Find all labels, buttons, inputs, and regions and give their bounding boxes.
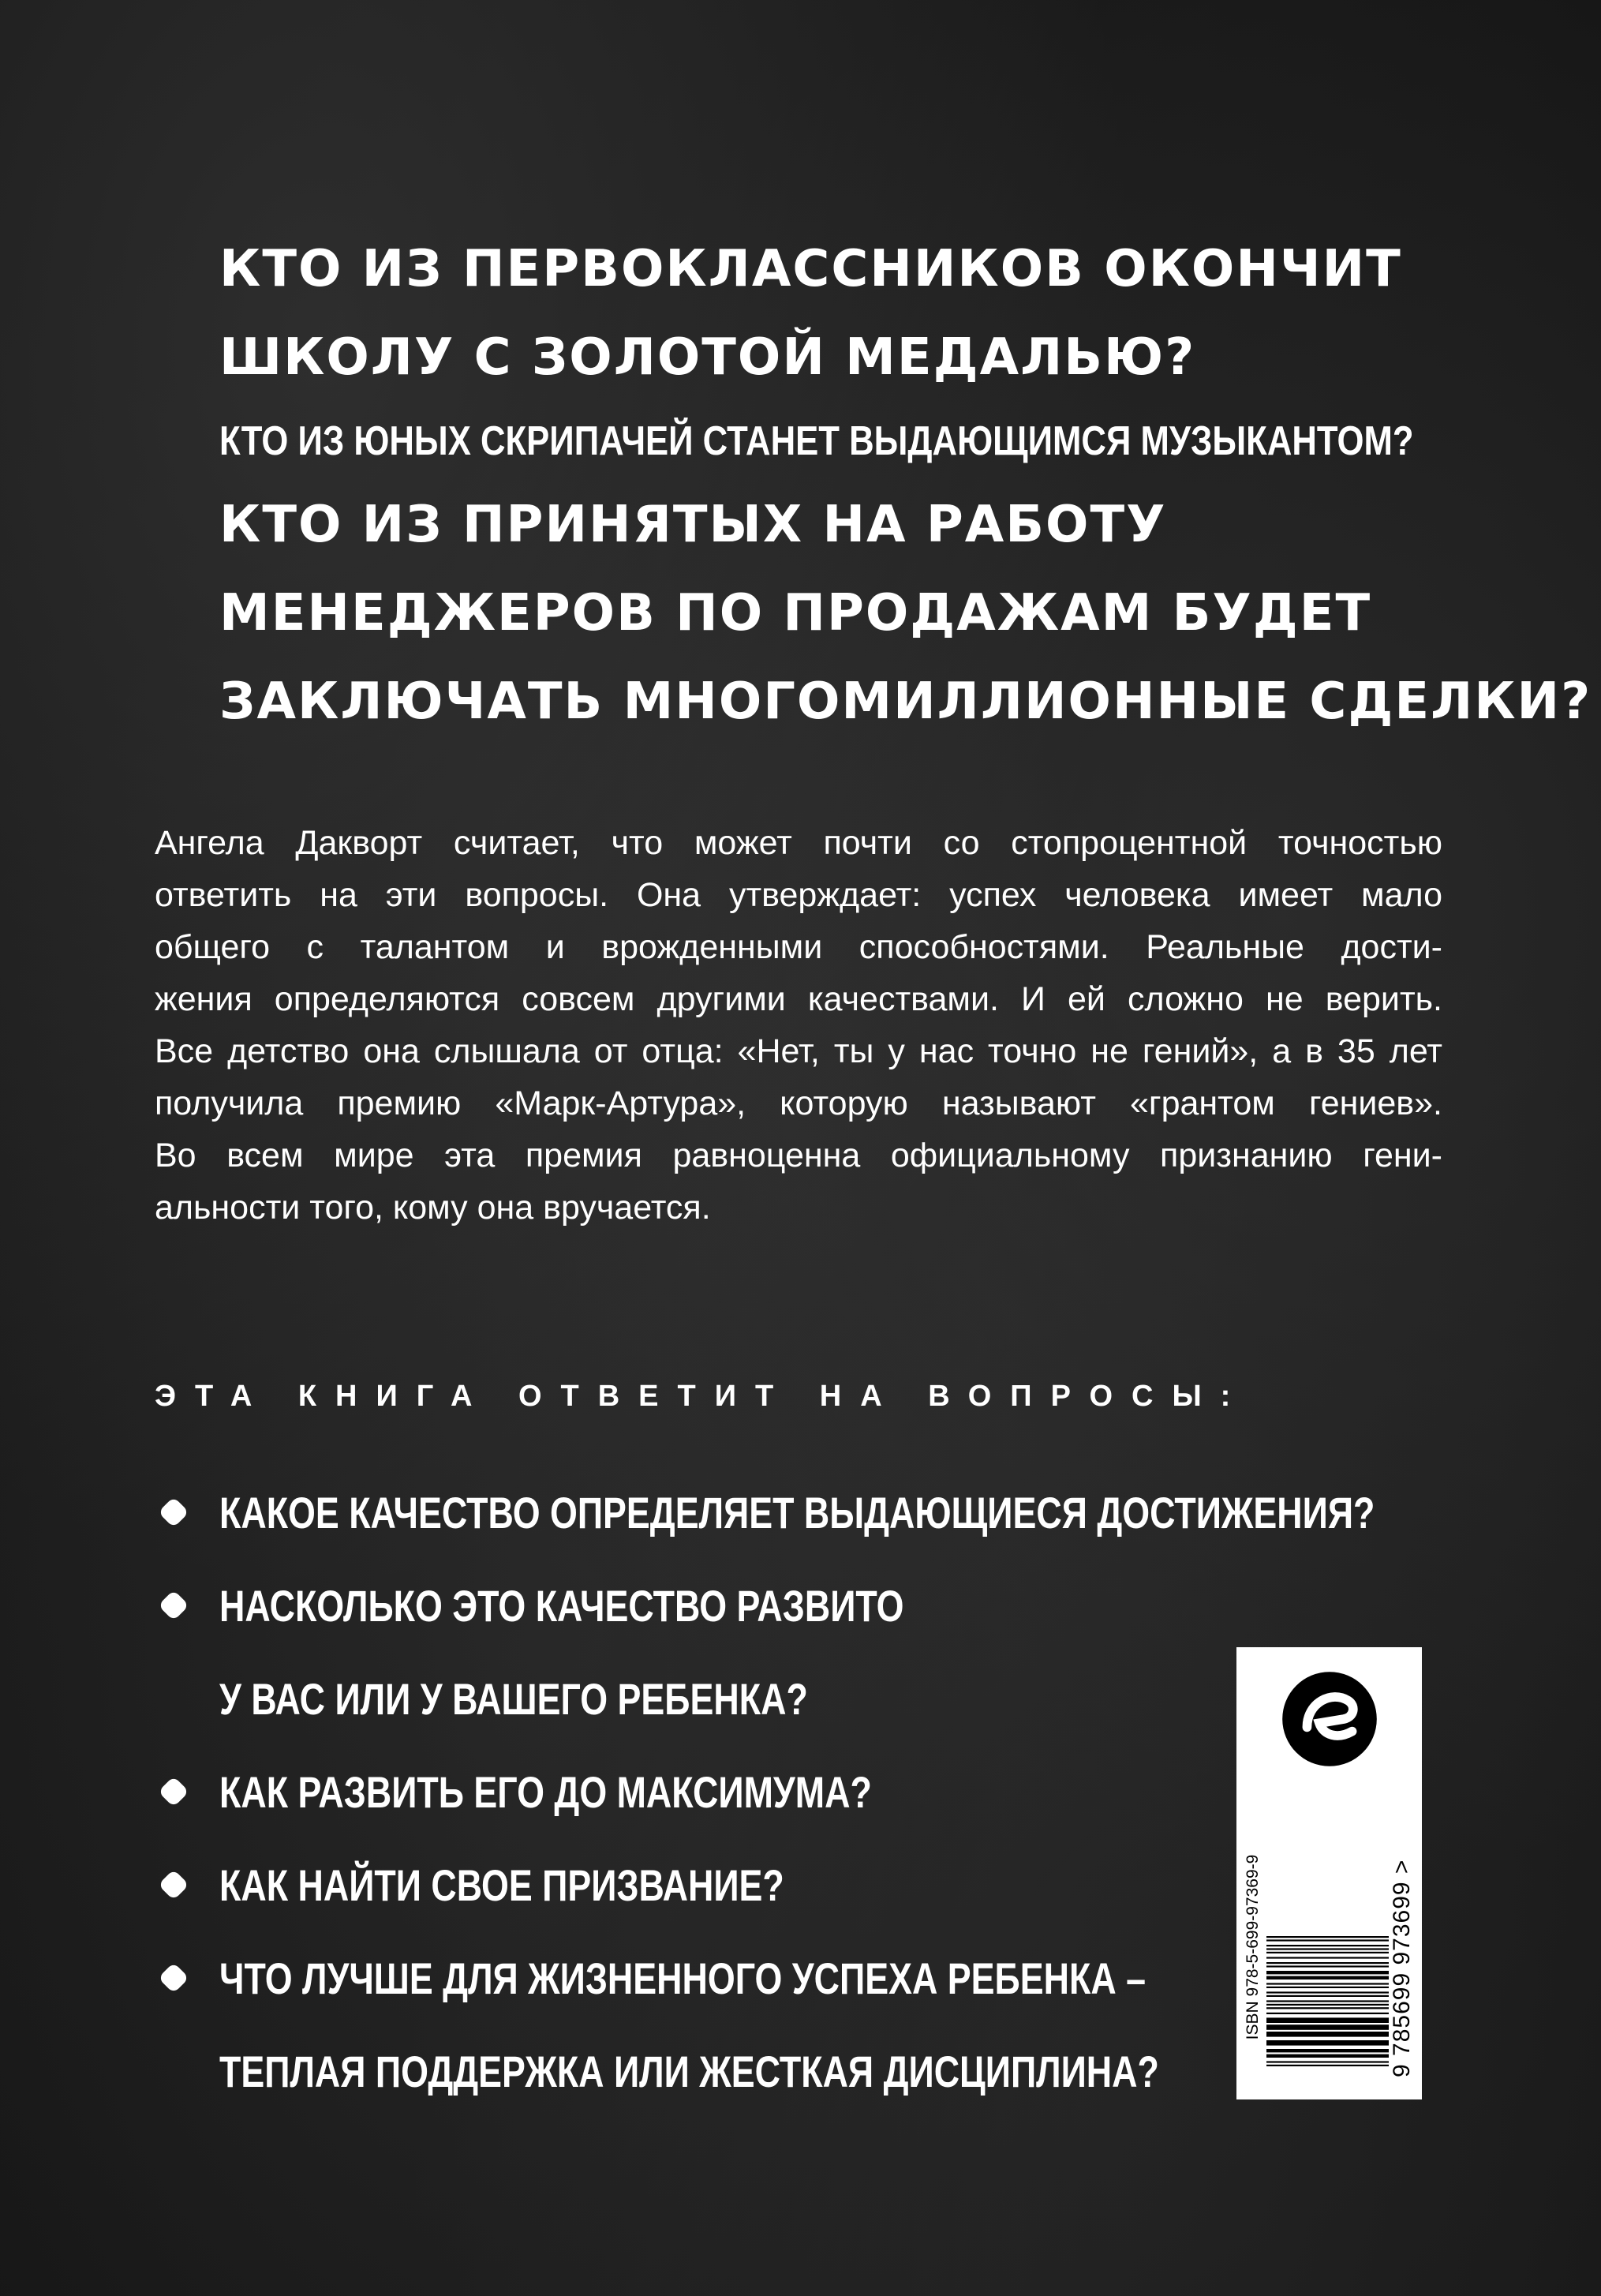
barcode-bar <box>1266 1995 1389 1997</box>
barcode-bar <box>1266 2007 1389 2009</box>
barcode-bar <box>1266 2004 1389 2006</box>
question-text: КАК РАЗВИТЬ ЕГО ДО МАКСИМУМА? <box>219 1766 872 1817</box>
barcode-bar <box>1266 2061 1389 2062</box>
barcode-bar <box>1266 1991 1389 1993</box>
question-text: НАСКОЛЬКО ЭТО КАЧЕСТВО РАЗВИТО <box>219 1580 904 1631</box>
description-line: ответить на эти вопросы. Она утверждает: успех человека имеет мало <box>155 876 1442 914</box>
barcode-bar <box>1266 1936 1389 1938</box>
barcode-bar <box>1266 2024 1389 2030</box>
barcode-bar <box>1266 1983 1389 1984</box>
barcode-bar <box>1266 1957 1389 1958</box>
bullet-icon <box>158 1776 189 1807</box>
description-line: общего с талантом и врожденными способностями. Реальные дости- <box>155 928 1442 966</box>
question-item <box>155 1559 1338 1652</box>
barcode-bar <box>1266 2017 1389 2023</box>
bullet-icon <box>158 1869 189 1901</box>
barcode-bar <box>1266 1952 1389 1953</box>
description-line: Все детство она слышала от отца: «Нет, ты у нас точно не гений», а в 35 лет <box>155 1032 1442 1070</box>
barcode-bar <box>1266 2000 1389 2002</box>
bullet-icon <box>158 1962 189 1994</box>
description-paragraph <box>155 817 1442 1234</box>
headline-line-1: КТО ИЗ ПЕРВОКЛАССНИКОВ ОКОНЧИТ <box>219 240 1402 298</box>
barcode-bar <box>1266 2013 1389 2014</box>
headline-line-5: МЕНЕДЖЕРОВ ПО ПРОДАЖАМ БУДЕТ <box>219 584 1372 642</box>
bullet-icon <box>158 1590 189 1621</box>
barcode-bar <box>1266 1962 1389 1964</box>
question-item <box>155 1931 1338 2024</box>
barcode-bar <box>1266 2040 1389 2046</box>
question-item <box>155 1745 1338 1838</box>
question-item-continuation <box>155 2024 1338 2118</box>
questions-list <box>155 1466 1375 2118</box>
barcode-bar <box>1266 1976 1389 1980</box>
barcode-bar <box>1266 2054 1389 2058</box>
section-label: ЭТА КНИГА ОТВЕТИТ НА ВОПРОСЫ: <box>155 1380 1250 1413</box>
barcode-bar <box>1266 2065 1389 2066</box>
description-line: альности того, кому она вручается. <box>155 1189 711 1227</box>
question-text: КАКОЕ КАЧЕСТВО ОПРЕДЕЛЯЕТ ВЫДАЮЩИЕСЯ ДОСТИЖЕНИЯ? <box>219 1487 1375 1538</box>
barcode-digits: 9 785699 973699 > <box>1389 1859 1415 2077</box>
barcode-bar <box>1266 2032 1389 2037</box>
headline-line-2: ШКОЛУ С ЗОЛОТОЙ МЕДАЛЬЮ? <box>219 328 1196 387</box>
headline-line-3: КТО ИЗ ЮНЫХ СКРИПАЧЕЙ СТАНЕТ ВЫДАЮЩИМСЯ МУЗЫКАНТОМ? <box>219 418 1414 464</box>
barcode-bar <box>1266 1971 1389 1974</box>
barcode-bar <box>1266 1987 1389 1988</box>
barcode-bar <box>1266 1945 1389 1946</box>
barcode-area <box>1243 1817 1416 2077</box>
question-text: КАК НАЙТИ СВОЕ ПРИЗВАНИЕ? <box>219 1860 784 1910</box>
description-line: Ангела Дакворт считает, что может почти со стопроцентной точностью <box>155 824 1442 862</box>
barcode-bar <box>1266 1965 1389 1967</box>
barcode <box>1243 1817 1416 2077</box>
question-item <box>155 1838 1338 1931</box>
barcode-panel <box>1236 1647 1422 2099</box>
question-item <box>155 1466 1375 1559</box>
barcode-bars <box>1266 1817 1389 2077</box>
question-text: У ВАС ИЛИ У ВАШЕГО РЕБЕНКА? <box>219 1673 808 1724</box>
bullet-icon <box>158 1496 189 1528</box>
description-line: получила премию «Марк-Артура», которую называют «грантом гениев». <box>155 1084 1442 1122</box>
headline <box>219 225 1592 746</box>
headline-line-6: ЗАКЛЮЧАТЬ МНОГОМИЛЛИОННЫЕ СДЕЛКИ? <box>219 672 1592 731</box>
question-text: ЧТО ЛУЧШЕ ДЛЯ ЖИЗНЕННОГО УСПЕХА РЕБЕНКА – <box>219 1953 1147 2003</box>
barcode-bar <box>1266 2049 1389 2052</box>
question-item-continuation <box>155 1652 1338 1745</box>
question-text: ТЕПЛАЯ ПОДДЕРЖКА ИЛИ ЖЕСТКАЯ ДИСЦИПЛИНА? <box>219 2046 1159 2096</box>
barcode-bar <box>1266 1948 1389 1950</box>
barcode-bar <box>1266 1939 1389 1941</box>
description-line: жения определяются совсем другими качествами. И ей сложно не верить. <box>155 980 1442 1018</box>
isbn-label: ISBN 978-5-699-97369-9 <box>1244 1854 1262 2040</box>
eksmo-logo-icon <box>1278 1668 1381 1770</box>
description-line: Во всем мире эта премия равноценна официальному признанию гени- <box>155 1137 1442 1174</box>
headline-line-4: КТО ИЗ ПРИНЯТЫХ НА РАБОТУ <box>219 496 1167 554</box>
